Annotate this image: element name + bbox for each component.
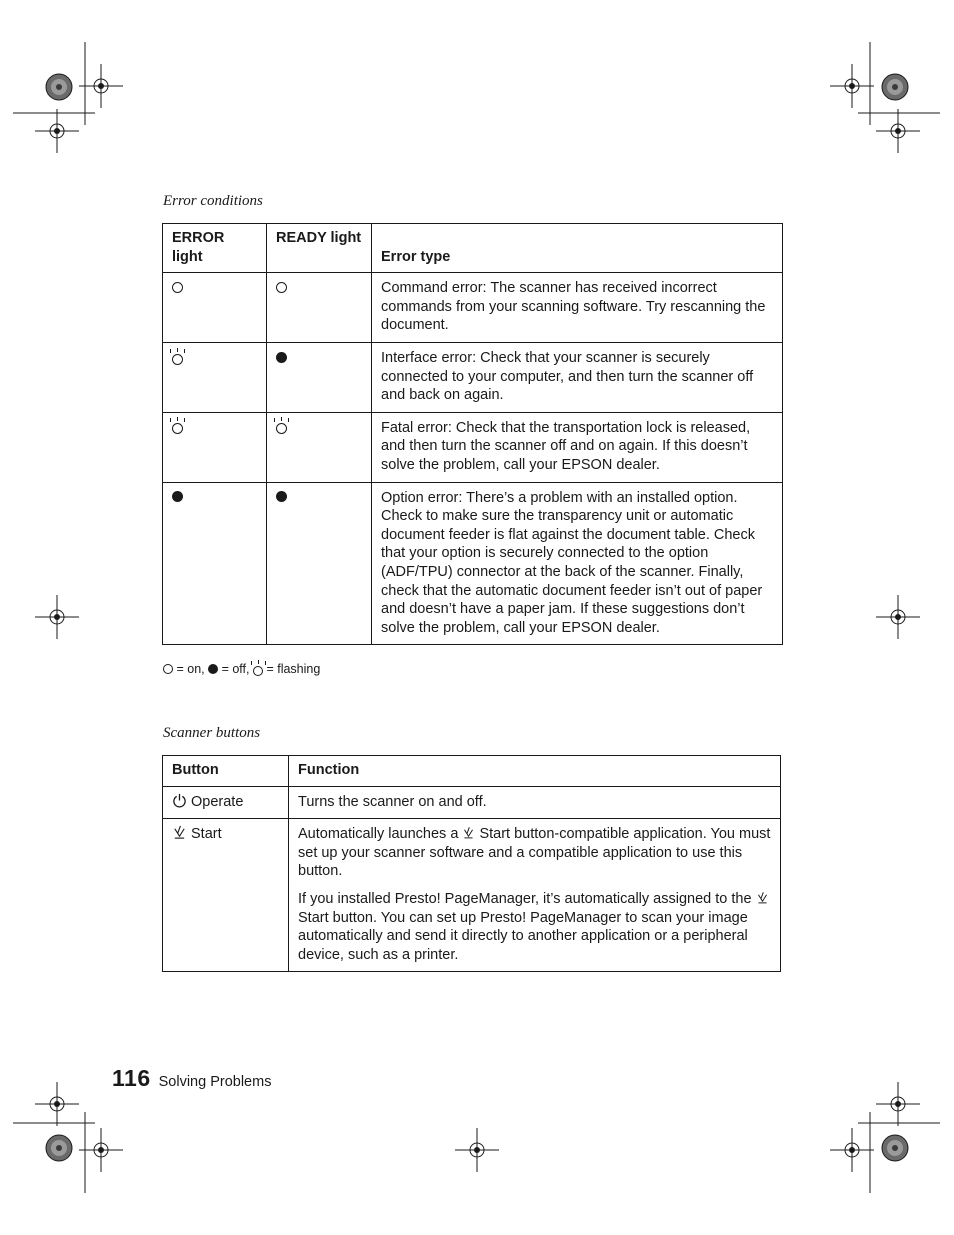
footer-section-label: Solving Problems xyxy=(158,1074,272,1090)
ready-light-cell xyxy=(267,482,372,645)
start-button-icon xyxy=(172,825,187,840)
registration-mark-icon xyxy=(35,1082,79,1126)
registration-mark-icon xyxy=(830,64,874,108)
start-function-paragraph xyxy=(298,890,771,964)
error-light-cell xyxy=(163,342,267,412)
page-footer xyxy=(112,1065,271,1092)
ready-light-header: READY light xyxy=(267,224,372,273)
table-row xyxy=(163,273,783,343)
start-button-icon xyxy=(462,826,475,840)
error-description: Fatal error: Check that the transportation lock is released, and then turn the scanner off and on again. If this doesn’t solve the problem, call your EPSON dealer. xyxy=(372,412,783,482)
table-row xyxy=(163,819,781,972)
light-flashing-icon xyxy=(253,666,263,676)
error-light-cell xyxy=(163,482,267,645)
light-flashing-icon xyxy=(172,354,183,365)
button-header: Button xyxy=(163,756,289,787)
registration-mark-icon xyxy=(876,1082,920,1126)
start-function-paragraph xyxy=(298,825,771,881)
registration-target-icon xyxy=(46,74,72,100)
registration-mark-icon xyxy=(79,1128,123,1172)
light-off-icon xyxy=(276,491,287,502)
table-row xyxy=(163,482,783,645)
error-light-cell xyxy=(163,273,267,343)
scanner-buttons-title: Scanner buttons xyxy=(163,725,261,741)
table-row xyxy=(163,342,783,412)
text-span: Automatically launches a xyxy=(298,826,463,843)
table-row xyxy=(163,412,783,482)
table-header-row xyxy=(163,756,781,787)
error-description: Interface error: Check that your scanner is securely connected to your computer, and then turn the scanner off and back on again. xyxy=(372,342,783,412)
operate-function: Turns the scanner on and off. xyxy=(289,786,781,819)
text-span: Start button-compatible application. You must set up your scanner software and a compatible application to use this button. xyxy=(298,826,771,880)
light-on-icon xyxy=(276,282,287,293)
error-light-header: ERROR light xyxy=(163,224,267,273)
page-number: 116 xyxy=(112,1065,151,1091)
start-button-icon xyxy=(756,891,769,905)
legend-flashing-text: = flashing xyxy=(262,662,321,676)
ready-light-cell xyxy=(267,342,372,412)
registration-mark-icon xyxy=(79,64,123,108)
light-on-icon xyxy=(172,282,183,293)
function-header: Function xyxy=(289,756,781,787)
scanner-buttons-table xyxy=(162,755,781,972)
power-icon xyxy=(172,793,187,808)
light-off-icon xyxy=(208,664,218,674)
light-on-icon xyxy=(163,664,173,674)
text-span: Start button. You can set up Presto! PageManager to scan your image automatically and send it directly to another application or a peripheral device, such as a printer. xyxy=(298,909,748,963)
legend-on-text: = on, xyxy=(173,662,209,676)
light-flashing-icon xyxy=(276,423,287,434)
ready-light-cell xyxy=(267,412,372,482)
registration-mark-icon xyxy=(830,1128,874,1172)
error-type-header: Error type xyxy=(372,224,783,273)
start-function xyxy=(289,819,781,972)
operate-label: Operate xyxy=(191,793,244,810)
light-off-icon xyxy=(172,491,183,502)
registration-target-icon xyxy=(882,74,908,100)
registration-mark-icon xyxy=(876,595,920,639)
registration-mark-icon xyxy=(455,1128,499,1172)
registration-target-icon xyxy=(46,1135,72,1161)
legend-off-text: = off, xyxy=(218,662,253,676)
light-legend xyxy=(163,662,320,676)
registration-mark-icon xyxy=(35,109,79,153)
text-span: If you installed Presto! PageManager, it’s automatically assigned to the xyxy=(298,890,756,907)
operate-button-cell xyxy=(163,786,289,819)
table-row xyxy=(163,786,781,819)
registration-mark-icon xyxy=(876,109,920,153)
table-header-row xyxy=(163,224,783,273)
registration-target-icon xyxy=(882,1135,908,1161)
error-description: Command error: The scanner has received incorrect commands from your scanning software. Try rescanning the document. xyxy=(372,273,783,343)
start-button-cell xyxy=(163,819,289,972)
light-flashing-icon xyxy=(172,423,183,434)
error-conditions-table xyxy=(162,223,783,645)
error-light-cell xyxy=(163,412,267,482)
registration-mark-icon xyxy=(35,595,79,639)
start-label: Start xyxy=(191,826,222,843)
ready-light-cell xyxy=(267,273,372,343)
error-description: Option error: There’s a problem with an installed option. Check to make sure the transparency unit or automatic document feeder is flat against the document table. Check that your option is securely connected to the option (ADF/TPU) connector at the back of the scanner. Finally, check that the automatic document feeder isn’t out of paper and doesn’t have a paper jam. If these suggestions don’t solve the problem, call your EPSON dealer. xyxy=(372,482,783,645)
error-conditions-title: Error conditions xyxy=(163,193,263,209)
light-off-icon xyxy=(276,352,287,363)
